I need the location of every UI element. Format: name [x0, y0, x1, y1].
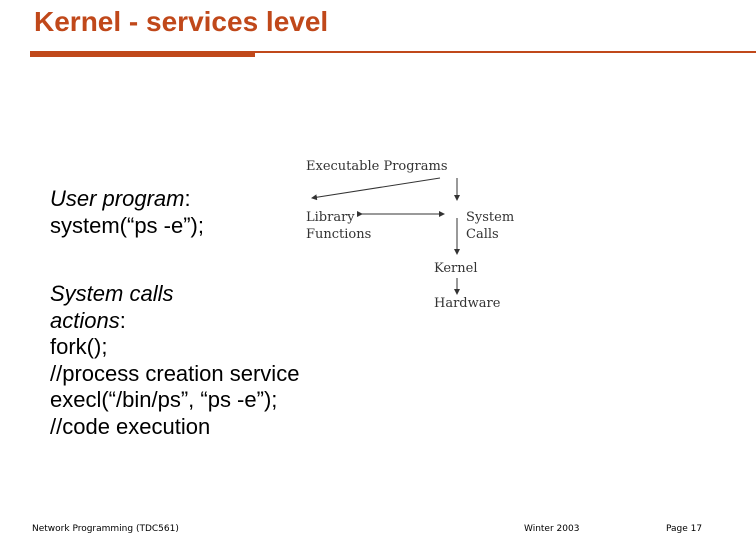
user-program-colon: : [184, 186, 191, 211]
actions-label: actions [50, 307, 120, 333]
library-label-line2: Functions [306, 227, 372, 242]
title-rule-accent [30, 51, 255, 57]
user-program-block [50, 186, 204, 239]
library-label-line1: Library [306, 210, 355, 225]
execl-comment-line: //code execution [50, 413, 211, 439]
fork-line: fork(); [50, 334, 108, 359]
system-calls-block [50, 281, 299, 440]
kernel-label: Kernel [434, 261, 478, 276]
user-program-label: User program [50, 186, 185, 211]
footer-course: Network Programming (TDC561) [32, 524, 179, 534]
executable-programs-label: Executable Programs [306, 159, 448, 174]
system-calls-label-line1: System [466, 210, 515, 225]
system-calls-label-line2: Calls [466, 227, 499, 242]
system-calls-label: System calls [50, 281, 174, 306]
slide-title: Kernel - services level [34, 6, 329, 37]
actions-line [50, 308, 299, 335]
footer-page: Page 17 [666, 524, 703, 534]
fork-comment-line: //process creation service [50, 360, 300, 386]
system-call-line: system(“ps -e”); [50, 212, 204, 238]
layers-diagram [296, 150, 536, 320]
hardware-label: Hardware [434, 296, 501, 311]
user-program-line [50, 186, 204, 213]
execl-line: execl(“/bin/ps”, “ps -e”); [50, 387, 278, 412]
actions-colon: : [119, 307, 126, 333]
arrow-exec-to-library [312, 178, 440, 198]
footer-term: Winter 2003 [524, 524, 580, 534]
